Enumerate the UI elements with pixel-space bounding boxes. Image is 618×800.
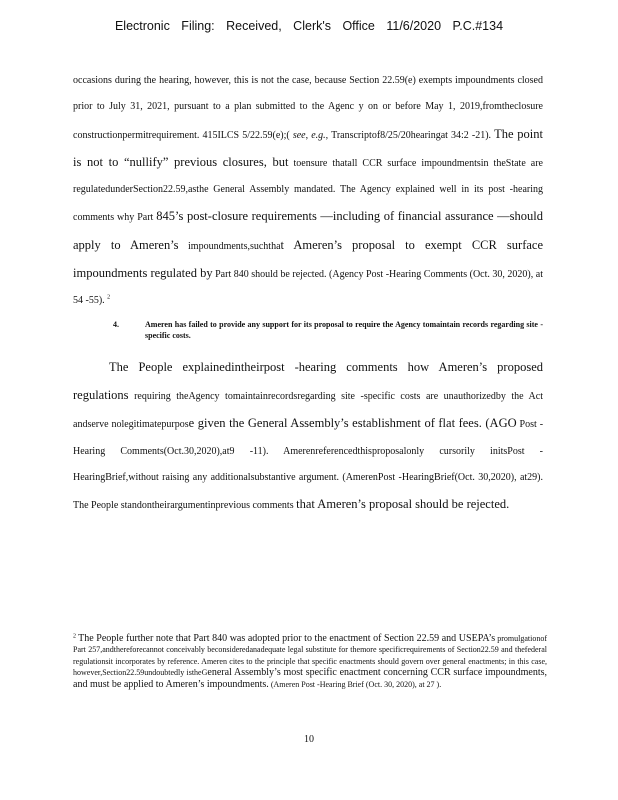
text-run: , (305, 129, 309, 141)
text-run: Post -Hearing Comments(Oct.30,2020),at9 -11). Amerenreferencedthisproposalonly cursorily initsPost -HearingBrief,without raising any additionalsubstantive argument. (AmerenPost -HearingBrief(Oct. 30,2020), at29). The People standontheirargumentinprevious comments (73, 419, 544, 512)
page-number: 10 (304, 734, 314, 745)
text-run: 845’s post-closure requirements —including of financial assurance —should apply to Ameren’s (73, 209, 543, 252)
text-run: t Ameren’s proposal to exempt CCR surface impoundments regulated by (73, 237, 544, 281)
text-run: promulgationof Part 257,andthereforecannot conceivably beconsideredanadequate legal substitute for themore specificrequirements of Section22.59 and thefederal regulationsit incorporates by reference. Ameren cites to the principle that specific enactments should govern over general enactments; in this case, however,Section22.59undoubtedly istheG (73, 634, 548, 678)
document-body (73, 68, 543, 519)
text-run: e given the General Assembly’s establishment of flat fees. (AGO (188, 416, 517, 431)
paragraph-closure-requirements (73, 68, 543, 315)
text-run: (Ameren Post -Hearing Brief (Oct. 30, 2020), at 27 ). (270, 679, 442, 689)
paragraph-site-specific-costs (73, 354, 543, 520)
text-run: Part 840 should be rejected. (Agency Post -Hearing Comments (Oct. 30, 2020), at 54 -55). (73, 269, 543, 307)
citation-signal: see (292, 129, 306, 141)
heading-number: 4. (113, 319, 119, 329)
text-run: requiring theAgency tomaintainrecordsregarding site -specific costs are unauthorizedby the Act andserve nolegitimatepurpos (73, 390, 543, 431)
text-run: Transcriptof8/25/20hearingat 34:2 -21). (331, 129, 492, 141)
text-run: impoundments,suchtha (188, 240, 281, 252)
text-run: eneral Assembly’s most specific enactment concerning CCR surface impoundments, and must be applied to Ameren’s impoundments. (73, 667, 548, 690)
section-heading (73, 319, 543, 341)
filing-header: Electronic Filing: Received, Clerk's Office 11/6/2020 P.C.#134 (114, 19, 504, 33)
text-run: toensure thatall CCR surface impoundmentsin theState are regulatedunderSection22.59,asthe General Assembly mandated. The Agency explained well in its post -hearing comments why Part (73, 157, 543, 224)
footnote-marker: 2 (73, 633, 76, 640)
text-run: occasions during the hearing, however, this is not the case, because Section 22.59(e) exempts impoundments closed prior to July 31, 2021, pursuant to a plan submitted to the Agenc y on or before May 1, 2019,fromtheclosure constructionpermitrequirement. 415ILCS 5/22.59(e);( (73, 75, 543, 141)
text-run: The People explainedintheirpost -hearing comments how Ameren’s proposed regulations (73, 359, 543, 402)
footnote-section (73, 633, 547, 690)
heading-text: Ameren has failed to provide any support for its proposal to require the Agency tomaintain records regarding site -specific costs. (145, 319, 543, 340)
footnote-2 (73, 633, 547, 690)
citation-signal: e.g., (311, 129, 329, 141)
text-run: that Ameren’s proposal should be rejected. (296, 497, 510, 512)
text-run: The point is not to “nullify” previous closures, but (73, 126, 544, 169)
text-run: The People further note that Part 840 was adopted prior to the enactment of Section 22.59 and USEPA’s (78, 633, 496, 644)
footnote-reference[interactable]: 2 (107, 295, 111, 302)
